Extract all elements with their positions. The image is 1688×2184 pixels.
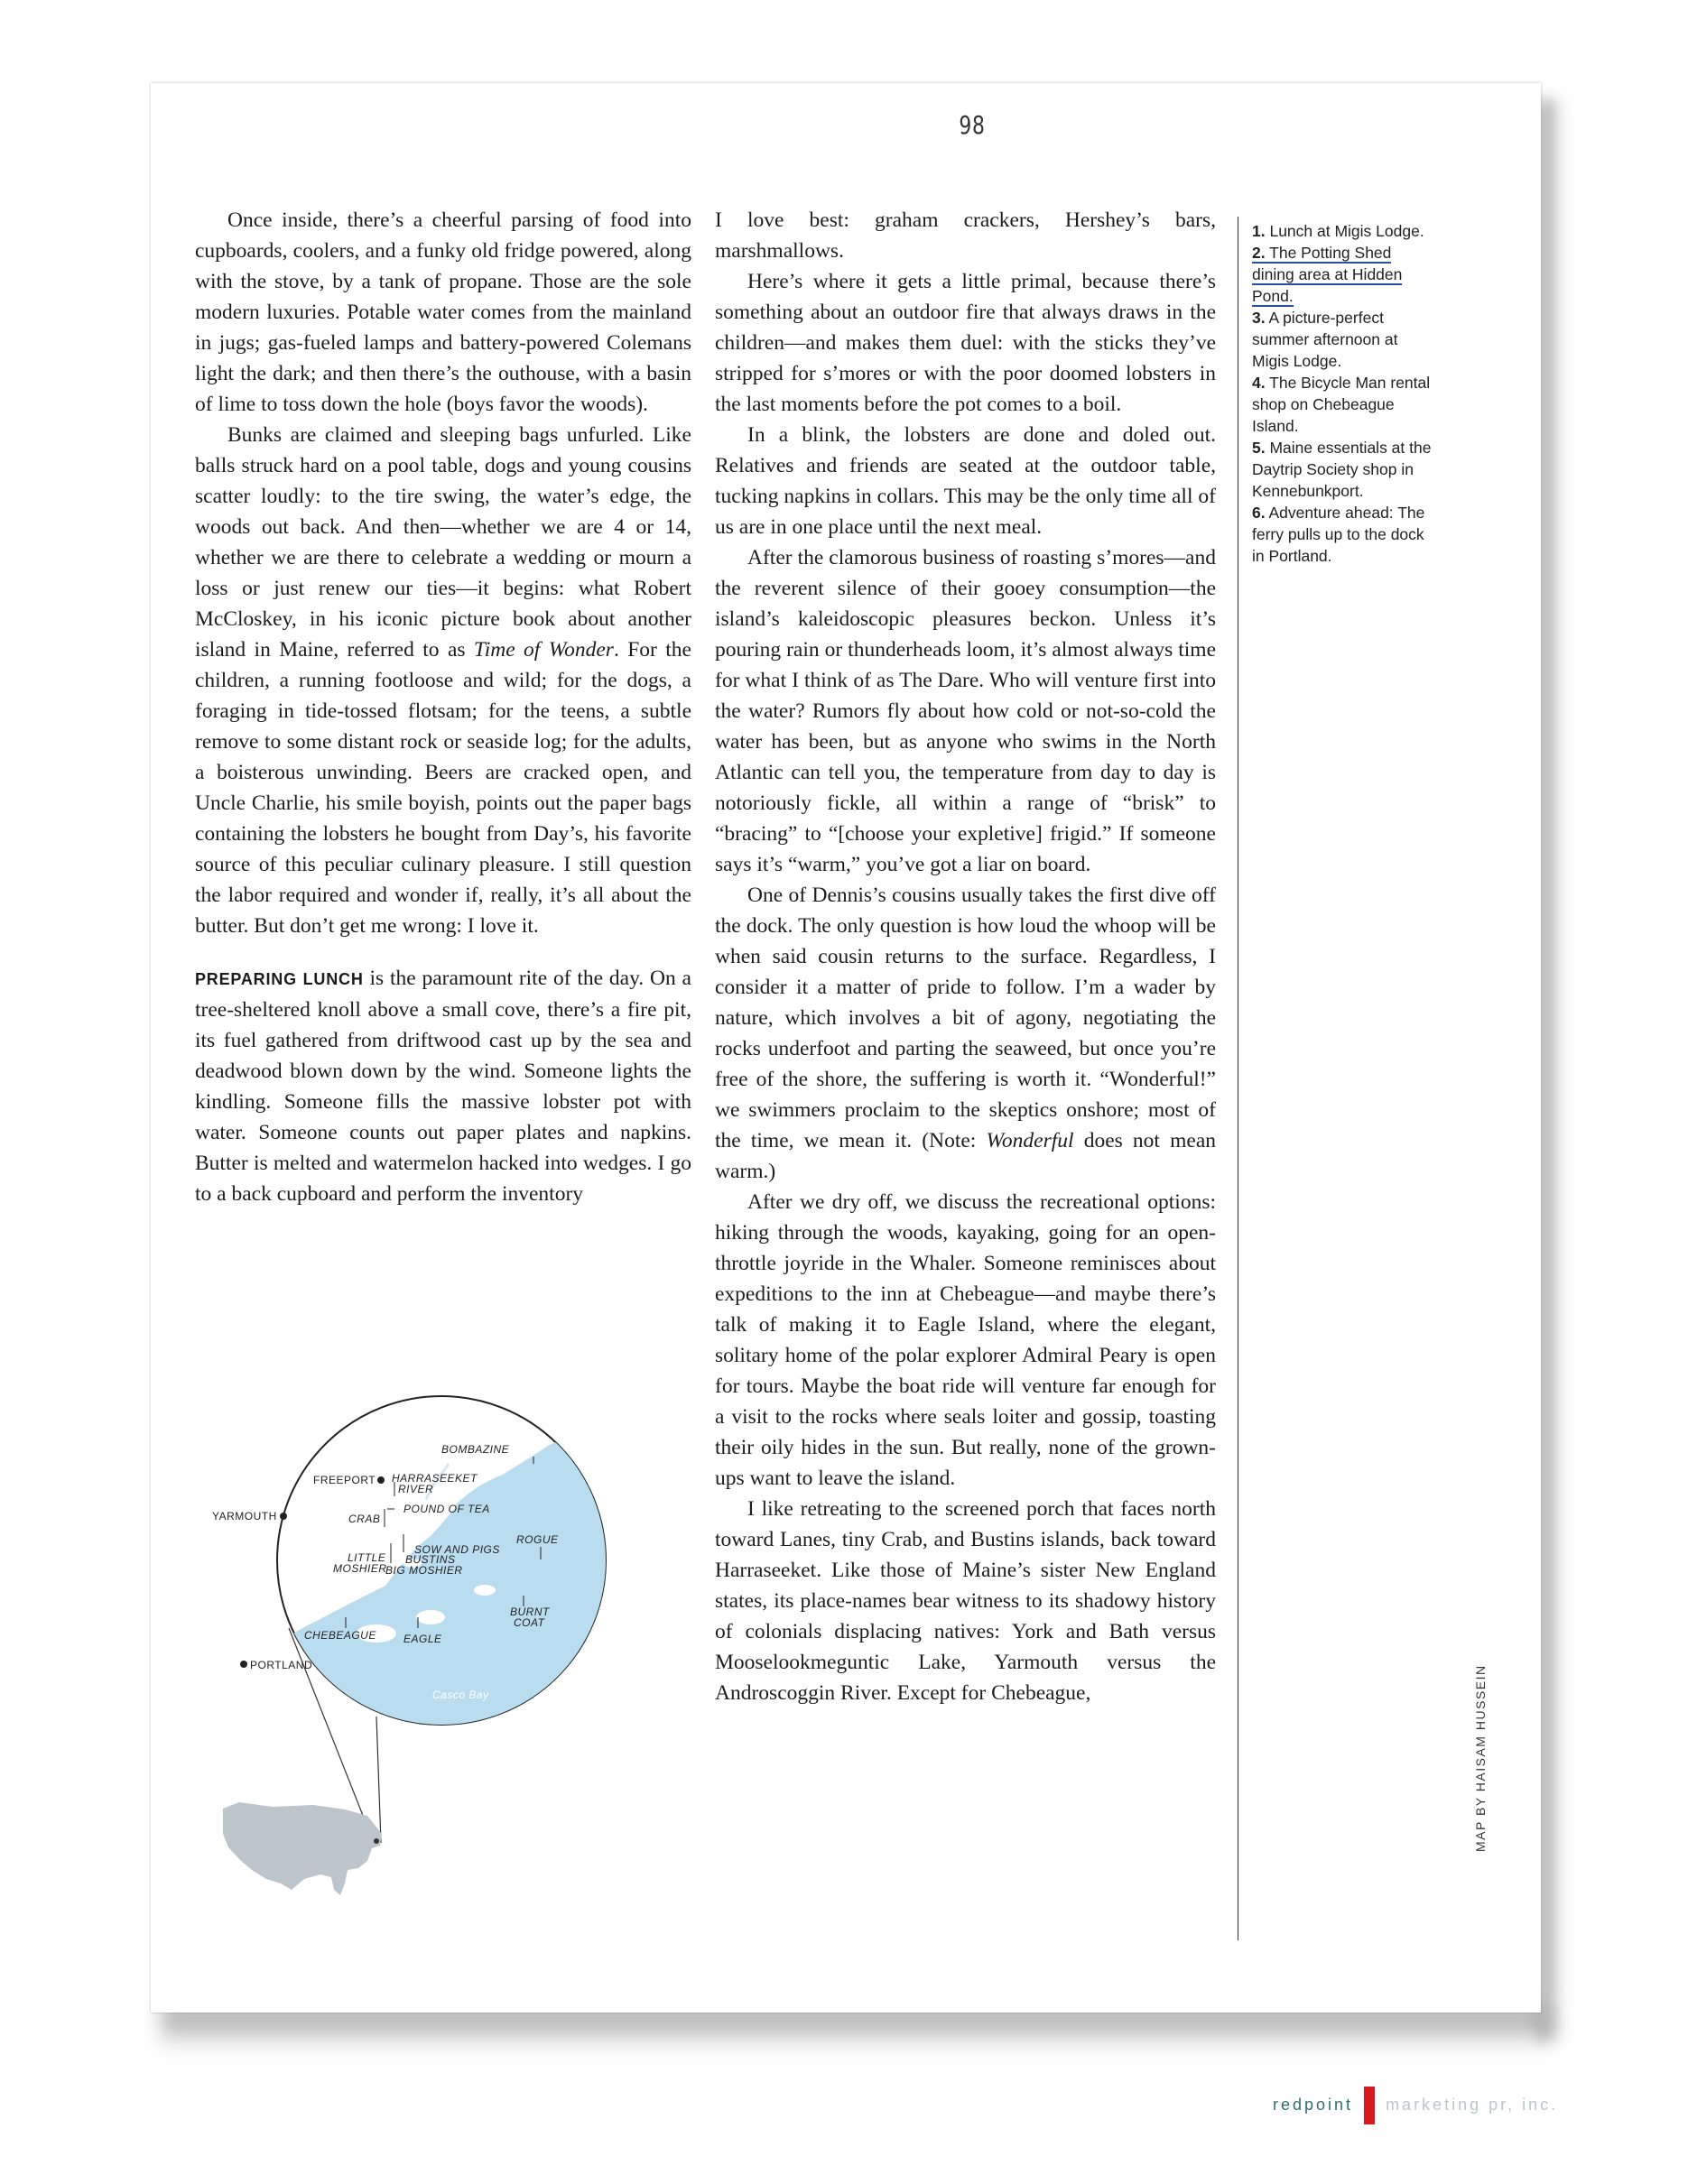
map-label: POUND OF TEA <box>403 1503 490 1515</box>
brand-name: redpoint <box>1273 2095 1354 2114</box>
paragraph: After we dry off, we discuss the recreational options: hiking through the woods, kayaking, going for an open-throttle joyride in the Whaler. Someone reminisces about expeditions to the inn at Chebeague—and maybe there’s talk of making it to Eagle Island, where the elegant, solitary home of the polar explorer Admiral Peary is open for tours. Maybe the boat ride will venture far enough for a visit to the rocks where seals loiter and gossip, toasting their oily hides in the sun. But really, none of the grown-ups want to leave the island. <box>715 1190 1216 1490</box>
caption-4: 4. The Bicycle Man rental shop on Chebeague Island. <box>1252 374 1431 435</box>
map-label: EAGLE <box>403 1633 442 1645</box>
page-shadow-right <box>1539 99 1563 2040</box>
map-label: BURNT <box>510 1606 550 1618</box>
map-label: ROGUE <box>516 1533 559 1546</box>
map-label: LITTLE <box>348 1551 386 1564</box>
paragraph: I like retreating to the screened porch that faces north toward Lanes, tiny Crab, and Bustins islands, back toward Harraseeket. Like those of Maine’s sister New England states, its place-names bear witness to its shadowy history of colonials displacing natives: York and Bath versus Mooselookmeguntic Lake, Yarmouth versus the Androscoggin River. Except for Chebeague, <box>715 1497 1216 1705</box>
caption-5: 5. Maine essentials at the Daytrip Society shop in Kennebunkport. <box>1252 439 1432 500</box>
map-label: HARRASEEKET <box>392 1472 478 1485</box>
map-label: COAT <box>514 1616 545 1629</box>
run-in-heading: PREPARING LUNCH <box>195 970 364 988</box>
map-label: CHEBEAGUE <box>304 1629 376 1642</box>
map-label: BOMBAZINE <box>441 1443 510 1456</box>
paragraph: Bunks are claimed and sleeping bags unfurled. Like balls struck hard on a pool table, dogs and young cousins scatter loudly: to the tire swing, the water’s edge, the woods out back. And then—whether we are 4 or 14, whether we are there to celebrate a wedding or mourn a loss or just renew our ties—it begins: what Robert McCloskey, in his iconic picture book about another island in Maine, referred to as Time of Wonder. For the children, a running footloose and wild; for the dogs, a foraging in tide-tossed flotsam; for the teens, a subtle remove to some distant rock or seaside log; for the adults, a boisterous unwinding. Beers are cracked open, and Uncle Charlie, his smile boyish, points out the paper bags containing the lobsters he bought from Day’s, his favorite source of this peculiar culinary pleasure. I still question the labor required and wonder if, really, it’s all about the butter. But don’t get me wrong: I love it. <box>195 423 691 938</box>
casco-bay-map <box>187 1392 692 1933</box>
paragraph: I love best: graham crackers, Hershey’s bars, marshmallows. <box>715 208 1216 263</box>
paragraph: After the clamorous business of roasting s’mores—and the reverent silence of their gooey consumption—the island’s kaleidoscopic pleasures beckon. Unless it’s pouring rain or thunderheads loom, it’s almost always time for what I think of as The Dare. Who will venture first into the water? Rumors fly about how cold or not-so-cold the water has been, but as anyone who swims in the North Atlantic can tell you, the temperature from day to day is notoriously fickle, all within a range of “brisk” to “bracing” to “[choose your expletive] frigid.” If someone says it’s “warm,” you’ve got a liar on board. <box>715 546 1216 876</box>
map-label: SOW AND PIGS <box>414 1543 500 1556</box>
map-label: RIVER <box>398 1483 434 1495</box>
page-number: 98 <box>959 110 986 140</box>
map-label: MOSHIER <box>333 1562 387 1575</box>
caption-6: 6. Adventure ahead: The ferry pulls up to the dock in Portland. <box>1252 504 1425 565</box>
paragraph: Here’s where it gets a little primal, because there’s something about an outdoor fire that always draws in the children—and makes them duel: with the sticks they’ve stripped for s’mores or with the poor doomed lobsters in the last moments before the pot comes to a boil. <box>715 270 1216 416</box>
footer-logo <box>1273 2087 1558 2124</box>
paragraph: In a blink, the lobsters are done and doled out. Relatives and friends are seated at the outdoor table, tucking napkins in collars. This may be the only time all of us are in one place until the next meal. <box>715 423 1216 539</box>
map-label: PORTLAND <box>250 1659 313 1671</box>
magazine-page <box>151 83 1541 2013</box>
page-shadow <box>161 2008 1551 2051</box>
article-column-2 <box>715 205 1216 1708</box>
paragraph: Once inside, there’s a cheerful parsing of food into cupboards, coolers, and a funky old fridge powered, along with the stove, by a tank of propane. Those are the sole modern luxuries. Potable water comes from the mainland in jugs; gas-fueled lamps and battery-powered Colemans light the dark; and then there’s the outhouse, with a basin of lime to toss down the hole (boys favor the woods). <box>195 208 691 416</box>
map-label: FREEPORT <box>313 1474 376 1486</box>
photo-captions <box>1252 220 1433 567</box>
map-label: BIG MOSHIER <box>385 1564 463 1577</box>
caption-3: 3. A picture-perfect summer afternoon at Migis Lodge. <box>1252 309 1398 370</box>
caption-2: 2. The Potting Shed dining area at Hidden Pond. <box>1252 244 1403 305</box>
map-label: Casco Bay <box>432 1689 489 1701</box>
article-column-1 <box>195 205 691 1209</box>
brand-bar <box>1364 2087 1375 2124</box>
map-label: BUSTINS <box>405 1553 456 1566</box>
caption-1: 1. Lunch at Migis Lodge. 2. The Potting Shed dining area at Hidden Pond. <box>1252 222 1424 305</box>
map-label: CRAB <box>348 1513 381 1525</box>
map-label: YARMOUTH <box>212 1510 277 1522</box>
paragraph-preparing-lunch: PREPARING LUNCH is the paramount rite of the day. On a tree-sheltered knoll above a small cove, there’s a fire pit, its fuel gathered from driftwood cast up by the sea and deadwood blown down by the wind. Someone lights the kindling. Someone fills the massive lobster pot with water. Someone counts out paper plates and napkins. Butter is melted and watermelon hacked into wedges. I go to a back cupboard and perform the inventory <box>195 967 691 1206</box>
paragraph: One of Dennis’s cousins usually takes the first dive off the dock. The only question is how loud the whoop will be when said cousin returns to the surface. Regardless, I consider it a matter of pride to follow. I’m a wader by nature, which involves a bit of agony, negotiating the rocks underfoot and parting the seaweed, but once you’re free of the shore, the suffering is worth it. “Wonderful!” we swimmers proclaim to the skeptics onshore; most of the time, we mean it. (Note: Wonderful does not mean warm.) <box>715 884 1216 1183</box>
brand-tagline: marketing pr, inc. <box>1386 2095 1559 2114</box>
map-credit: MAP BY HAISAM HUSSEIN <box>1473 1664 1488 1852</box>
usa-silhouette <box>223 1802 382 1895</box>
